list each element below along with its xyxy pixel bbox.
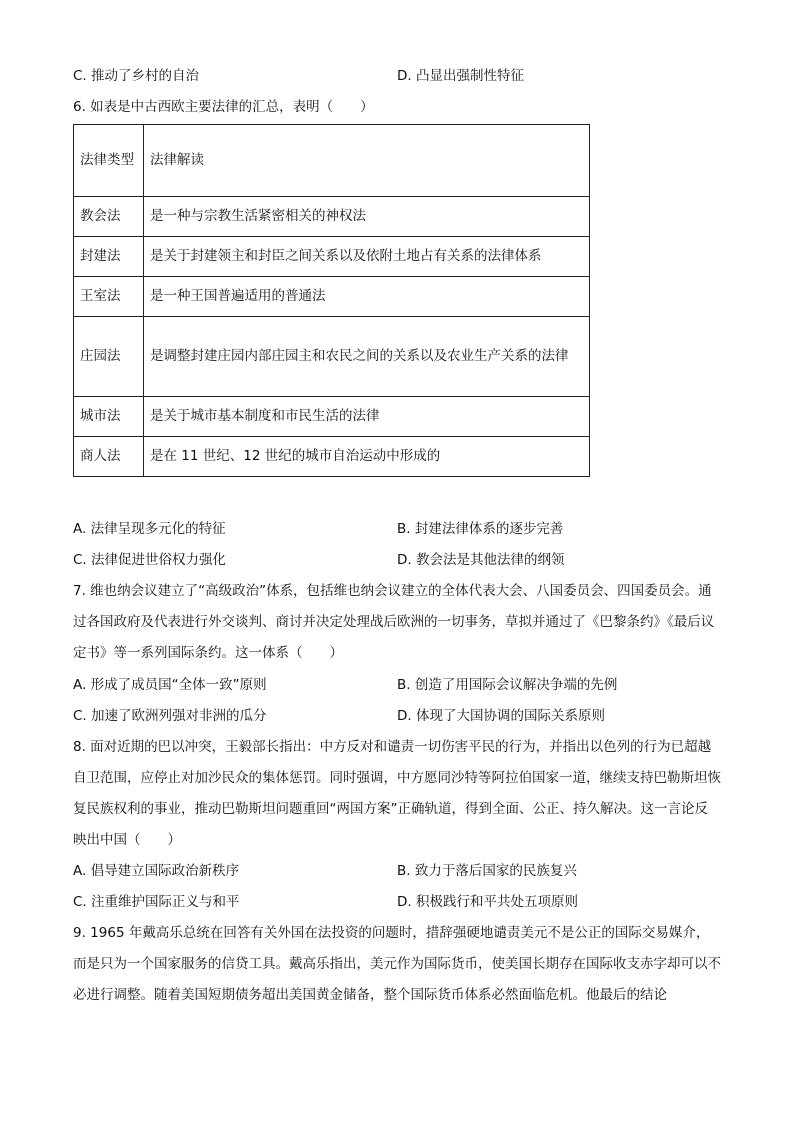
table-cell-type: 教会法	[74, 197, 144, 237]
table-cell-type: 王室法	[74, 277, 144, 317]
table-cell-desc: 是关于城市基本制度和市民生活的法律	[144, 397, 590, 437]
table-cell-type: 商人法	[74, 437, 144, 477]
q7-stem: 7. 维也纳会议建立了“高级政治”体系，包括维也纳会议建立的全体代表大会、八国委员会、四国委员会。通过各国政府及代表进行外交谈判、商讨并决定处理战后欧洲的一切事务，草拟并通过了《巴黎条约》《最后议定书》等一系列国际条约。这一体系（ ）	[73, 583, 715, 661]
table-row	[74, 197, 590, 237]
table-cell-type: 封建法	[74, 237, 144, 277]
q7-option-c[interactable]: C. 加速了欧洲列强对非洲的瓜分	[73, 708, 267, 724]
q6-option-a[interactable]: A. 法律呈现多元化的特征	[73, 521, 226, 537]
q6-option-d[interactable]: D. 教会法是其他法律的纲领	[397, 552, 565, 568]
table-header-row	[74, 125, 590, 197]
table-cell-desc: 是调整封建庄园内部庄园主和农民之间的关系以及农业生产关系的法律	[144, 317, 590, 397]
table-header-desc: 法律解读	[144, 125, 590, 197]
q5-option-d[interactable]: D. 凸显出强制性特征	[397, 68, 524, 84]
table-row	[74, 317, 590, 397]
law-table	[73, 124, 590, 477]
q6-stem: 6. 如表是中古西欧主要法律的汇总，表明（ ）	[73, 99, 374, 115]
table-row	[74, 437, 590, 477]
q7-option-b[interactable]: B. 创造了用国际会议解决争端的先例	[397, 677, 618, 693]
table-cell-desc: 是一种与宗教生活紧密相关的神权法	[144, 197, 590, 237]
q6-option-b[interactable]: B. 封建法律体系的逐步完善	[397, 521, 564, 537]
q8-option-b[interactable]: B. 致力于落后国家的民族复兴	[397, 863, 577, 879]
q7-option-a[interactable]: A. 形成了成员国“全体一致”原则	[73, 677, 267, 693]
table-row	[74, 237, 590, 277]
q8-stem: 8. 面对近期的巴以冲突，王毅部长指出：中方反对和谴责一切伤害平民的行为，并指出以色列的行为已超越自卫范围，应停止对加沙民众的集体惩罚。同时强调，中方愿同沙特等阿拉伯国家一道，继续支持巴勒斯坦恢复民族权利的事业，推动巴勒斯坦问题重回“两国方案”正确轨道，得到全面、公正、持久解决。这一言论反映出中国（ ）	[73, 739, 721, 848]
q6-option-c[interactable]: C. 法律促进世俗权力强化	[73, 552, 227, 568]
q5-option-c[interactable]: C. 推动了乡村的自治	[73, 68, 200, 84]
table-cell-desc: 是一种王国普遍适用的普通法	[144, 277, 590, 317]
table-cell-type: 庄园法	[74, 317, 144, 397]
table-row	[74, 397, 590, 437]
table-cell-desc: 是关于封建领主和封臣之间关系以及依附土地占有关系的法律体系	[144, 237, 590, 277]
q8-option-d[interactable]: D. 积极践行和平共处五项原则	[397, 894, 578, 910]
table-cell-desc: 是在 11 世纪、12 世纪的城市自治运动中形成的	[144, 437, 590, 477]
table-header-type: 法律类型	[74, 125, 144, 197]
q8-option-c[interactable]: C. 注重维护国际正义与和平	[73, 894, 240, 910]
table-row	[74, 277, 590, 317]
q8-option-a[interactable]: A. 倡导建立国际政治新秩序	[73, 863, 240, 879]
q9-stem: 9. 1965 年戴高乐总统在回答有关外国在法投资的问题时，措辞强硬地谴责美元不是公正的国际交易媒介，而是只为一个国家服务的信贷工具。戴高乐指出，美元作为国际货币，使美国长期存在国际收支赤字却可以不必进行调整。随着美国短期债务超出美国黄金储备，整个国际货币体系必然面临危机。他最后的结论	[73, 925, 721, 1003]
table-cell-type: 城市法	[74, 397, 144, 437]
q7-option-d[interactable]: D. 体现了大国协调的国际关系原则	[397, 708, 605, 724]
